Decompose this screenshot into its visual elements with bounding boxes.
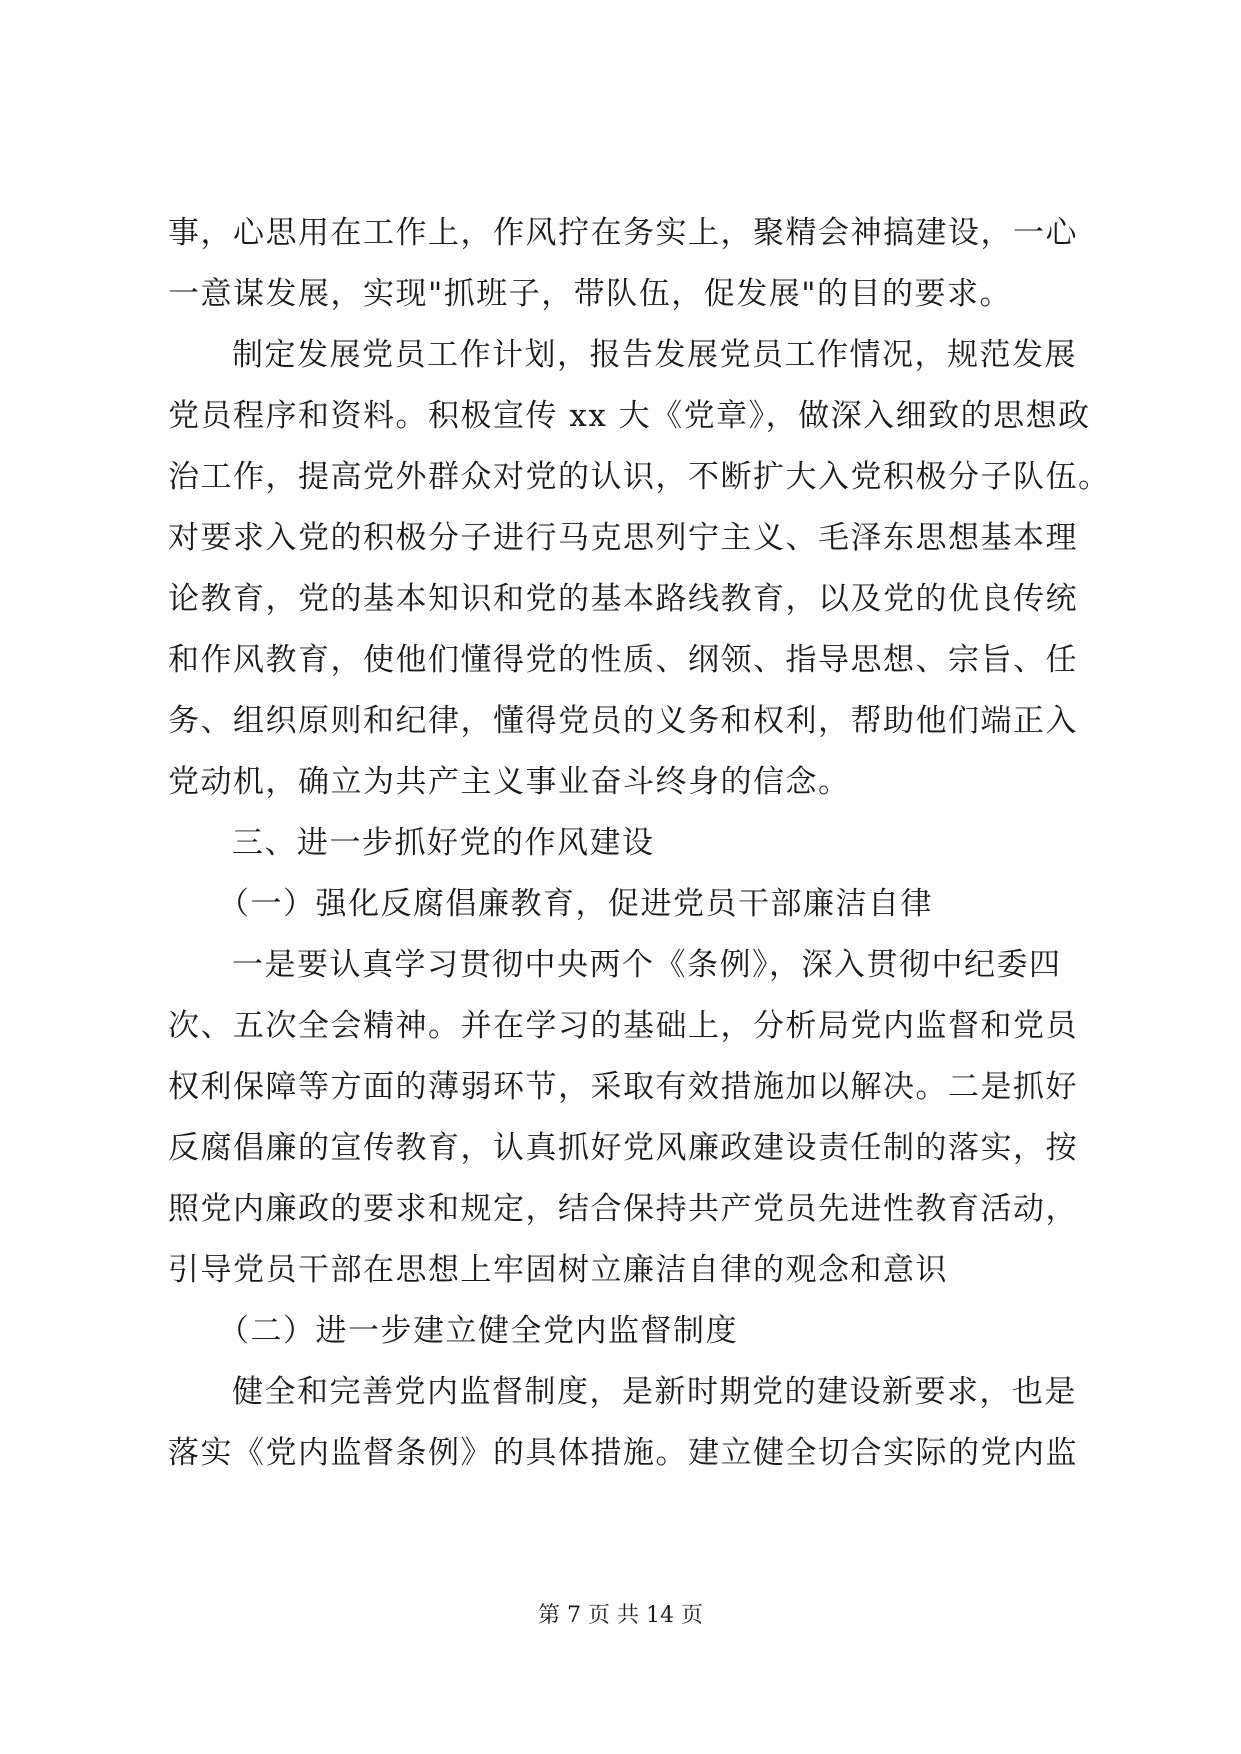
paragraph-line: 制定发展党员工作计划，报告发展党员工作情况，规范发展 bbox=[232, 337, 1077, 373]
paragraph-line: 事，心思用在工作上，作风拧在务实上，聚精会神搞建设，一心 bbox=[168, 215, 1078, 251]
paragraph-line: 一意谋发展，实现"抓班子，带队伍，促发展"的目的要求。 bbox=[168, 276, 1013, 312]
paragraph-line: 照党内廉政的要求和规定，结合保持共产党员先进性教育活动， bbox=[168, 1191, 1078, 1227]
paragraph-line: 反腐倡廉的宣传教育，认真抓好党风廉政建设责任制的落实，按 bbox=[168, 1130, 1078, 1166]
paragraph-line: 一是要认真学习贯彻中央两个《条例》，深入贯彻中纪委四 bbox=[232, 947, 1062, 983]
subsection-heading: （二）进一步建立健全党内监督制度 bbox=[218, 1313, 738, 1349]
paragraph-line: 务、组织原则和纪律，懂得党员的义务和权利，帮助他们端正入 bbox=[168, 703, 1078, 739]
section-heading: 三、进一步抓好党的作风建设 bbox=[232, 825, 655, 861]
paragraph-line: 次、五次全会精神。并在学习的基础上，分析局党内监督和党员 bbox=[168, 1008, 1078, 1044]
subsection-heading: （一）强化反腐倡廉教育，促进党员干部廉洁自律 bbox=[218, 886, 933, 922]
paragraph-line: 党动机，确立为共产主义事业奋斗终身的信念。 bbox=[168, 764, 851, 800]
paragraph-line: 引导党员干部在思想上牢固树立廉洁自律的观念和意识 bbox=[168, 1252, 948, 1288]
paragraph-line: 论教育，党的基本知识和党的基本路线教育，以及党的优良传统 bbox=[168, 581, 1078, 617]
paragraph-line: 治工作，提高党外群众对党的认识，不断扩大入党积极分子队伍。 bbox=[168, 459, 1111, 495]
paragraph-line: 党员程序和资料。积极宣传 xx 大《党章》，做深入细致的思想政 bbox=[168, 398, 1091, 434]
paragraph-line: 权利保障等方面的薄弱环节，采取有效措施加以解决。二是抓好 bbox=[168, 1069, 1078, 1105]
paragraph-line: 健全和完善党内监督制度，是新时期党的建设新要求，也是 bbox=[232, 1374, 1077, 1410]
paragraph-line: 落实《党内监督条例》的具体措施。建立健全切合实际的党内监 bbox=[168, 1435, 1078, 1471]
paragraph-line: 对要求入党的积极分子进行马克思列宁主义、毛泽东思想基本理 bbox=[168, 520, 1078, 556]
paragraph-line: 和作风教育，使他们懂得党的性质、纲领、指导思想、宗旨、任 bbox=[168, 642, 1078, 678]
page-footer: 第 7 页 共 14 页 bbox=[538, 1603, 703, 1628]
